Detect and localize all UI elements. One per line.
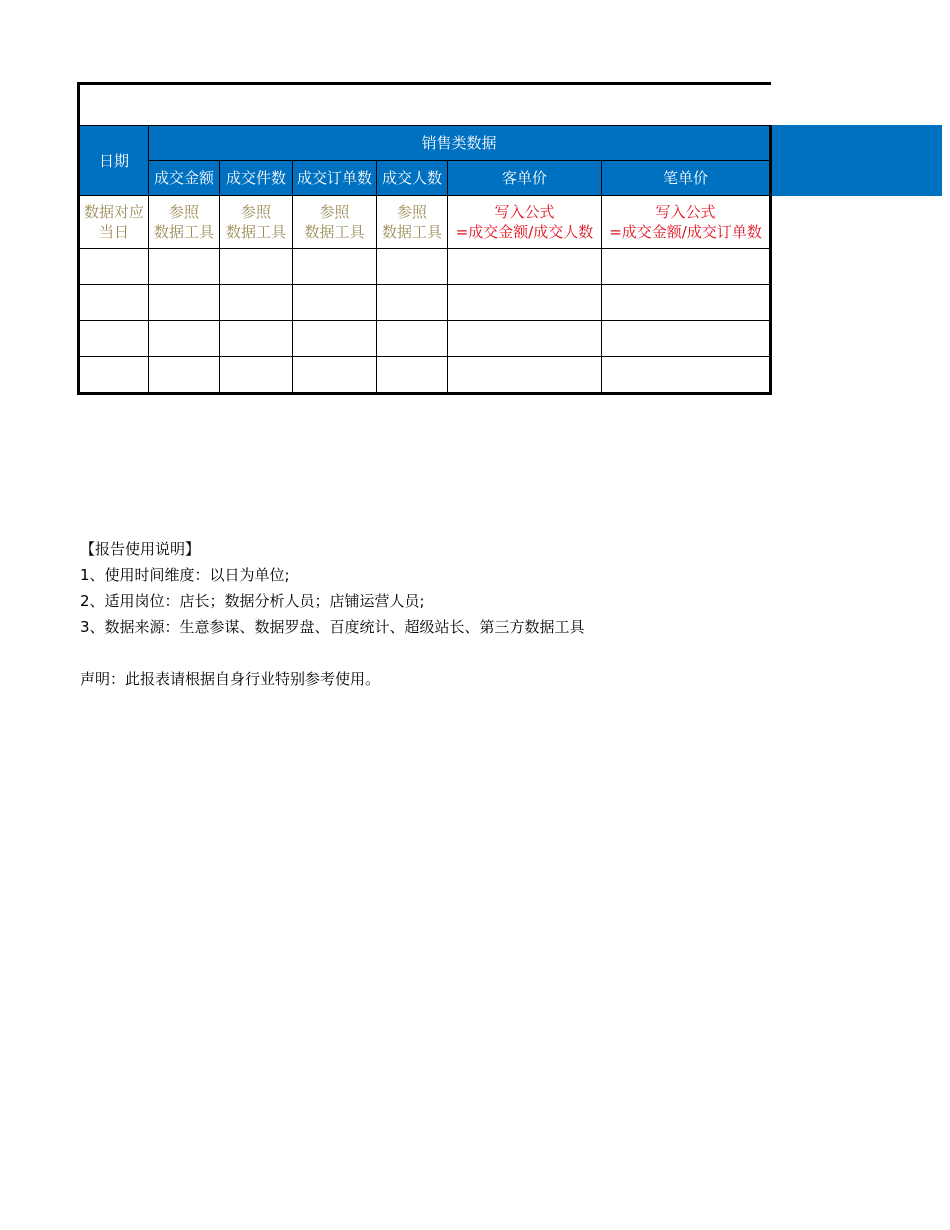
formula-line: 写入公式 <box>494 203 555 221</box>
notes-item: 3、数据来源：生意参谋、数据罗盘、百度统计、超级站长、第三方数据工具 <box>80 618 585 636</box>
formula-line: =成交金额/成交订单数 <box>609 223 762 241</box>
data-cell[interactable] <box>377 285 448 321</box>
column-header: 客单价 <box>448 161 602 196</box>
data-cell[interactable] <box>149 285 220 321</box>
data-cell[interactable] <box>293 249 377 285</box>
data-row <box>79 249 771 285</box>
data-row <box>79 357 771 394</box>
date-header: 日期 <box>79 126 149 196</box>
hint-cell[interactable] <box>149 196 220 249</box>
group-header: 销售类数据 <box>149 126 771 161</box>
hint-line: 参照 <box>396 203 427 221</box>
formula-cell[interactable] <box>448 196 602 249</box>
data-cell[interactable] <box>602 285 771 321</box>
data-cell[interactable] <box>220 249 293 285</box>
hint-line: 数据工具 <box>304 223 365 241</box>
spacer <box>80 640 585 666</box>
declaration: 声明：此报表请根据自身行业特别参考使用。 <box>80 670 381 688</box>
table-title-cell[interactable] <box>79 84 771 126</box>
hint-line: 参照 <box>240 203 271 221</box>
data-cell[interactable] <box>293 285 377 321</box>
data-cell[interactable] <box>448 321 602 357</box>
data-cell[interactable] <box>220 285 293 321</box>
notes-item: 1、使用时间维度：以日为单位; <box>80 566 290 584</box>
sales-data-table <box>77 82 772 395</box>
data-cell[interactable] <box>448 285 602 321</box>
data-cell[interactable] <box>220 357 293 394</box>
formula-cell[interactable] <box>602 196 771 249</box>
data-cell[interactable] <box>79 357 149 394</box>
data-cell[interactable] <box>149 357 220 394</box>
column-header: 成交金额 <box>149 161 220 196</box>
hint-row <box>79 196 771 249</box>
usage-notes <box>80 536 585 692</box>
data-cell[interactable] <box>602 357 771 394</box>
formula-line: =成交金额/成交人数 <box>455 223 594 241</box>
column-header: 成交件数 <box>220 161 293 196</box>
column-header: 成交订单数 <box>293 161 377 196</box>
data-cell[interactable] <box>602 249 771 285</box>
hint-line: 数据工具 <box>381 223 442 241</box>
hint-line: 数据对应 <box>83 203 144 221</box>
notes-item: 2、适用岗位：店长；数据分析人员；店铺运营人员; <box>80 592 425 610</box>
column-header: 成交人数 <box>377 161 448 196</box>
hint-line: 数据工具 <box>225 223 286 241</box>
data-cell[interactable] <box>602 321 771 357</box>
data-cell[interactable] <box>79 249 149 285</box>
hint-cell[interactable] <box>293 196 377 249</box>
data-cell[interactable] <box>220 321 293 357</box>
data-cell[interactable] <box>377 321 448 357</box>
data-cell[interactable] <box>149 249 220 285</box>
column-header: 笔单价 <box>602 161 771 196</box>
data-cell[interactable] <box>149 321 220 357</box>
hint-line: 数据工具 <box>153 223 214 241</box>
data-cell[interactable] <box>448 357 602 394</box>
data-cell[interactable] <box>377 357 448 394</box>
data-cell[interactable] <box>293 357 377 394</box>
hint-cell[interactable] <box>220 196 293 249</box>
hint-cell[interactable] <box>377 196 448 249</box>
data-row <box>79 321 771 357</box>
data-cell[interactable] <box>377 249 448 285</box>
data-row <box>79 285 771 321</box>
data-cell[interactable] <box>79 321 149 357</box>
hint-line: 当日 <box>98 223 129 241</box>
notes-heading: 【报告使用说明】 <box>80 540 201 558</box>
data-cell[interactable] <box>293 321 377 357</box>
data-cell[interactable] <box>79 285 149 321</box>
hint-line: 参照 <box>168 203 199 221</box>
hint-line: 参照 <box>319 203 350 221</box>
formula-line: 写入公式 <box>655 203 716 221</box>
date-hint-cell[interactable] <box>79 196 149 249</box>
data-cell[interactable] <box>448 249 602 285</box>
